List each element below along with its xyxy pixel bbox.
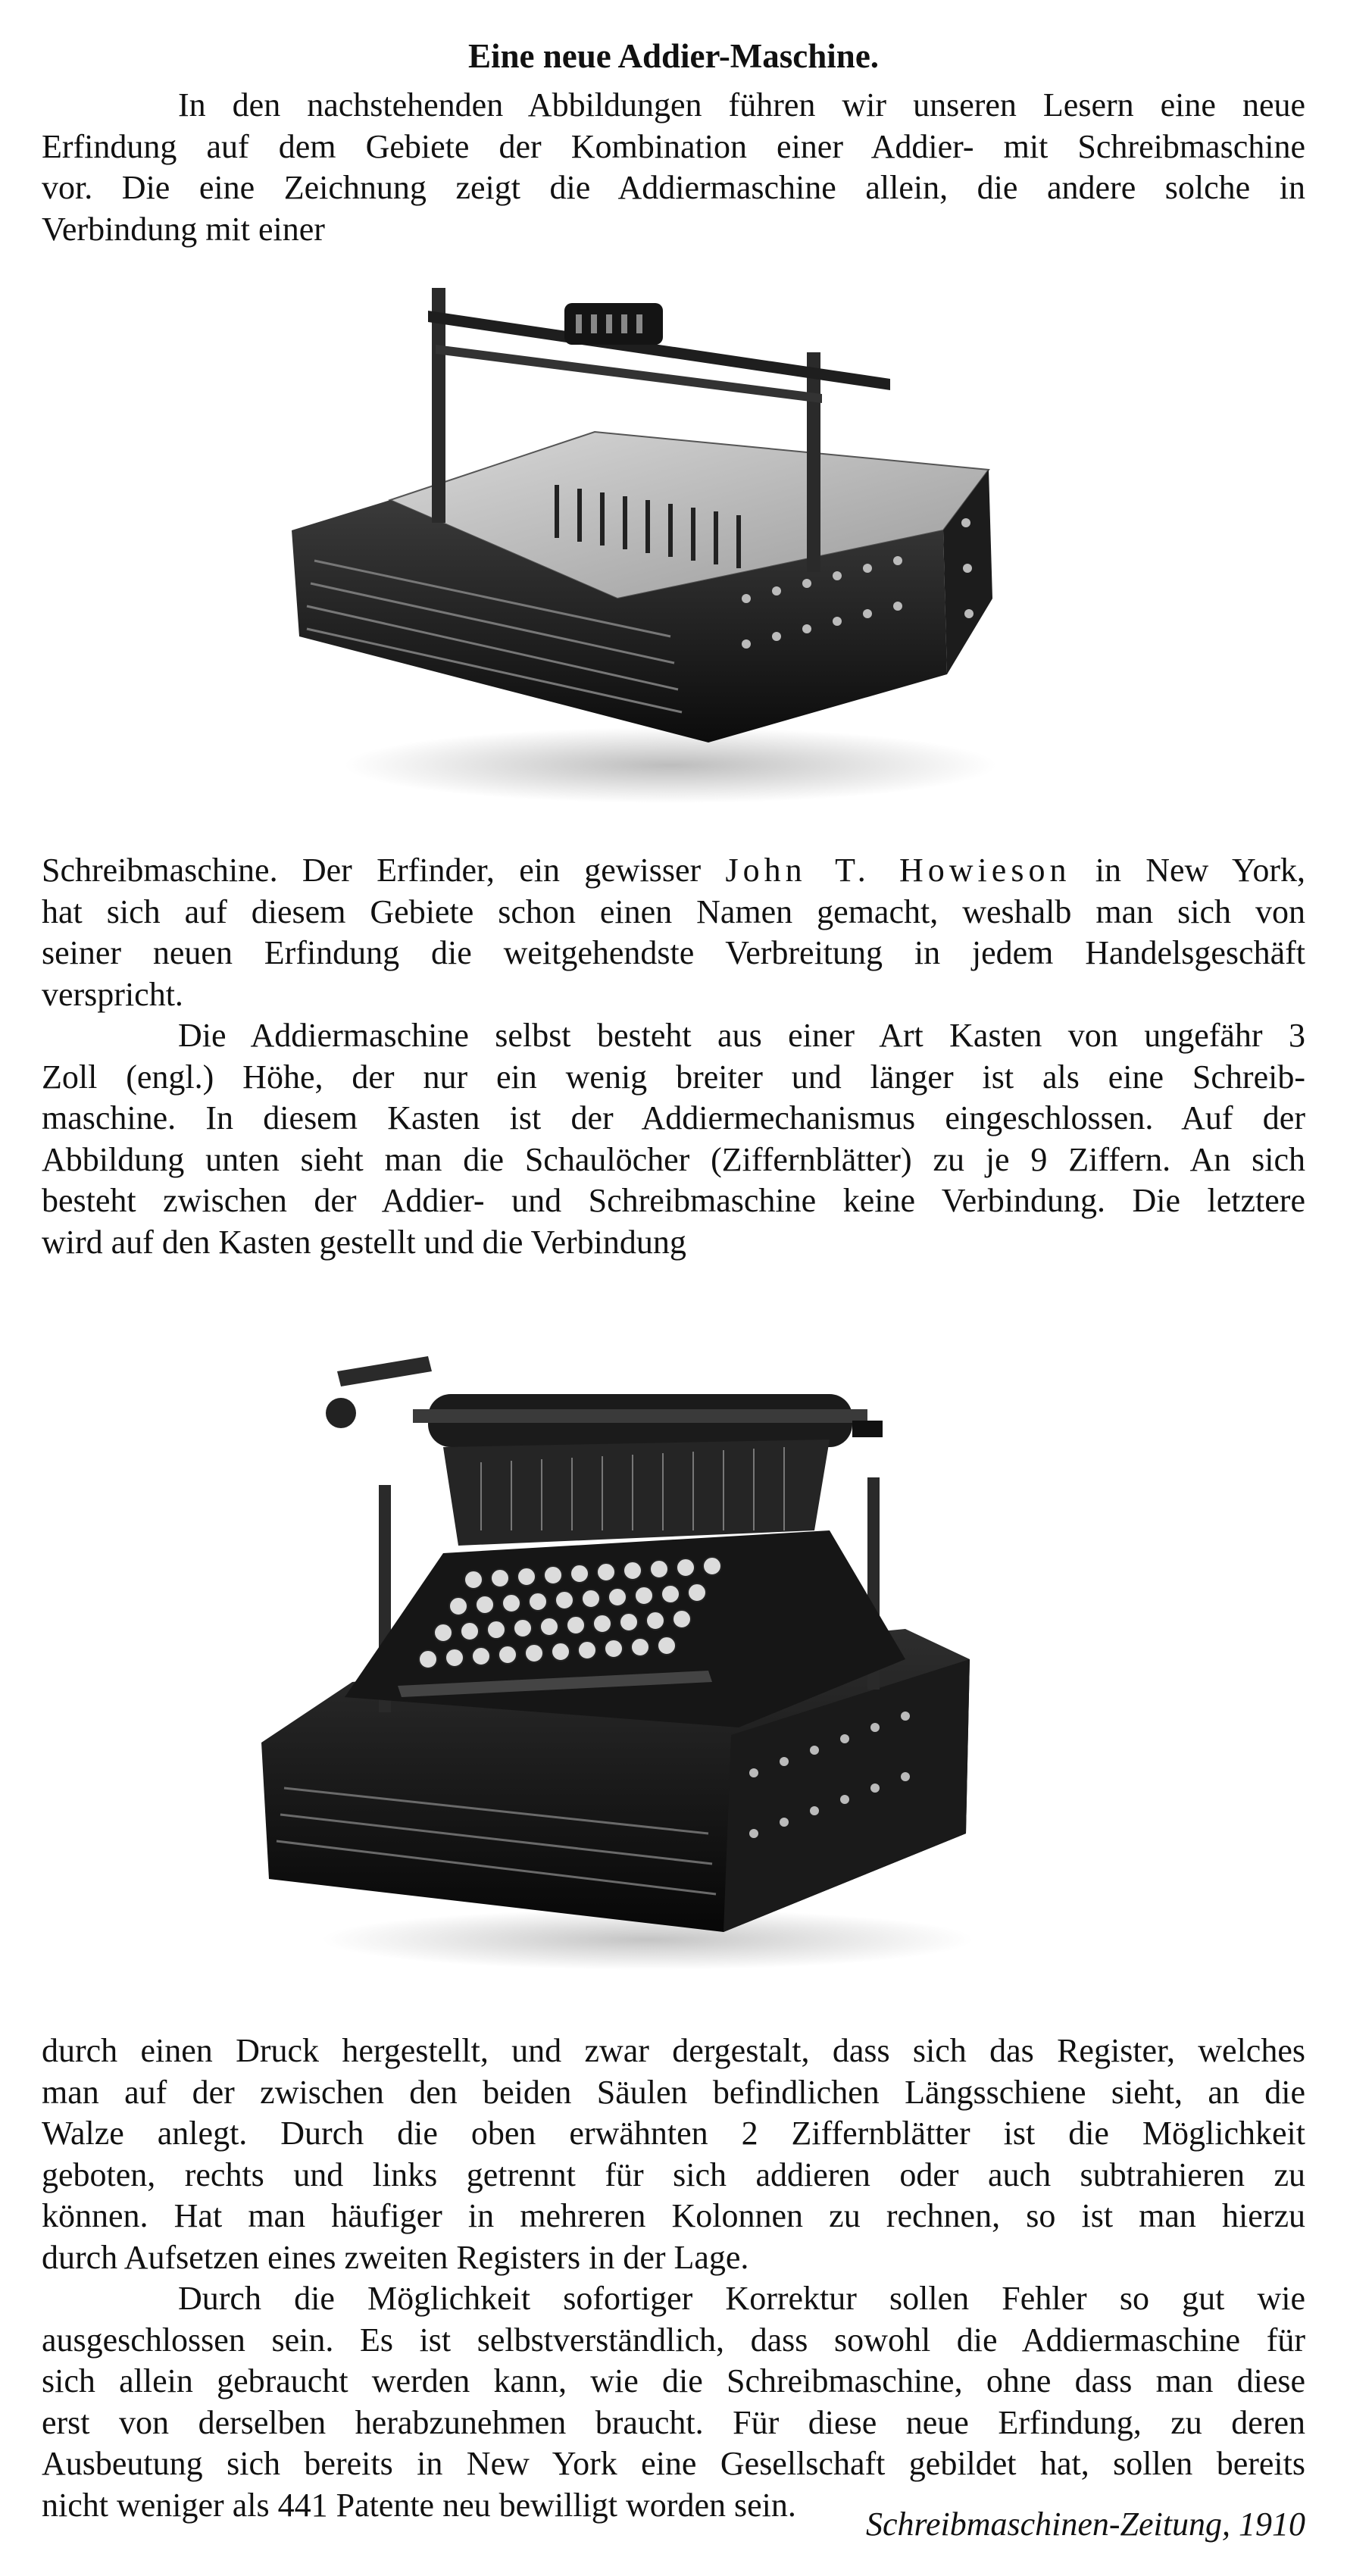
paragraph-line: seiner neuen Erfindung die weitgehendste Verbreitung in jedem Handelsgeschäft [42,934,1305,971]
adding-machine-figure [277,280,1027,811]
paragraph-line: hat sich auf diesem Gebiete schon einen Namen gemacht, weshalb man sich von [42,893,1305,930]
paragraph-line: In den nachstehenden Abbildungen führen wir unseren Lesern eine neue [178,86,1305,123]
paragraph-line: Ausbeutung sich bereits in New York eine Gesellschaft gebildet hat, sollen bereits [42,2445,1305,2482]
paragraph-1 [42,85,1305,250]
paragraph-line: geboten, rechts und links getrennt für sich addieren oder auch subtrahieren zu [42,2156,1305,2193]
paragraph-line: Verbindung mit einer [42,210,325,248]
paragraph-line [42,850,1305,892]
source-citation: Schreibmaschinen-Zeitung, 1910 [865,2506,1305,2543]
paragraph-line: Erfindung auf dem Gebiete der Kombination einer Addier- mit Schreibmaschine [42,127,1305,165]
paragraph-line: Zoll (engl.) Höhe, der nur ein wenig breiter und länger ist als eine Schreib- [42,1058,1305,1096]
article-title: Eine neue Addier-Maschine. [467,37,880,75]
paragraph-line: Die Addiermaschine selbst besteht aus einer Art Kasten von ungefähr 3 [178,1017,1305,1054]
paragraph-line: wird auf den Kasten gestellt und die Verbindung [42,1223,686,1261]
paragraph-5 [42,2278,1305,2526]
paragraph-line: verspricht. [42,975,183,1013]
paragraph-text: Schreibmaschine. Der Erfinder, ein gewisser [42,852,726,889]
paragraph-line: sich allein gebraucht werden kann, wie die Schreibmaschine, ohne dass man diese [42,2362,1305,2399]
typewriter-figure [254,1303,1019,1977]
paragraph-line: erst von derselben herabzunehmen braucht. Für diese neue Erfindung, zu deren [42,2403,1305,2441]
paragraph-2 [42,850,1305,1015]
paragraph-line: Durch die Möglichkeit sofortiger Korrektur sollen Fehler so gut wie [178,2280,1305,2317]
paragraph-4 [42,2030,1305,2278]
paragraph-line: man auf der zwischen den beiden Säulen befindlichen Längsschiene sieht, an die [42,2073,1305,2111]
paragraph-3 [42,1015,1305,1263]
paragraph-line: durch Aufsetzen eines zweiten Registers in der Lage. [42,2238,749,2276]
paragraph-text: in New York, [1070,852,1306,889]
paragraph-line: durch einen Druck hergestellt, und zwar dergestalt, dass sich das Register, welches [42,2032,1305,2069]
paragraph-line: besteht zwischen der Addier- und Schreibmaschine keine Verbindung. Die letztere [42,1182,1305,1219]
paragraph-line: können. Hat man häufiger in mehreren Kolonnen zu rechnen, so ist man hierzu [42,2197,1305,2234]
typewriter-on-adding-machine-illustration [254,1303,1019,1977]
paragraph-line: Walze anlegt. Durch die oben erwähnten 2 Ziffernblätter ist die Möglichkeit [42,2115,1305,2152]
paragraph-line: vor. Die eine Zeichnung zeigt die Addiermaschine allein, die andere solche in [42,169,1305,206]
paragraph-line: Abbildung unten sieht man die Schaulöcher (Ziffernblätter) zu je 9 Ziffern. An sich [42,1140,1305,1178]
inventor-name: John T. Howieson [725,852,1071,889]
paragraph-line: nicht weniger als 441 Patente neu bewilligt worden sein. [42,2486,796,2524]
adding-machine-illustration [277,280,1027,811]
paragraph-line: ausgeschlossen sein. Es ist selbstverständlich, dass sowohl die Addiermaschine für [42,2321,1305,2359]
paragraph-line: maschine. In diesem Kasten ist der Addiermechanismus eingeschlossen. Auf der [42,1099,1305,1136]
